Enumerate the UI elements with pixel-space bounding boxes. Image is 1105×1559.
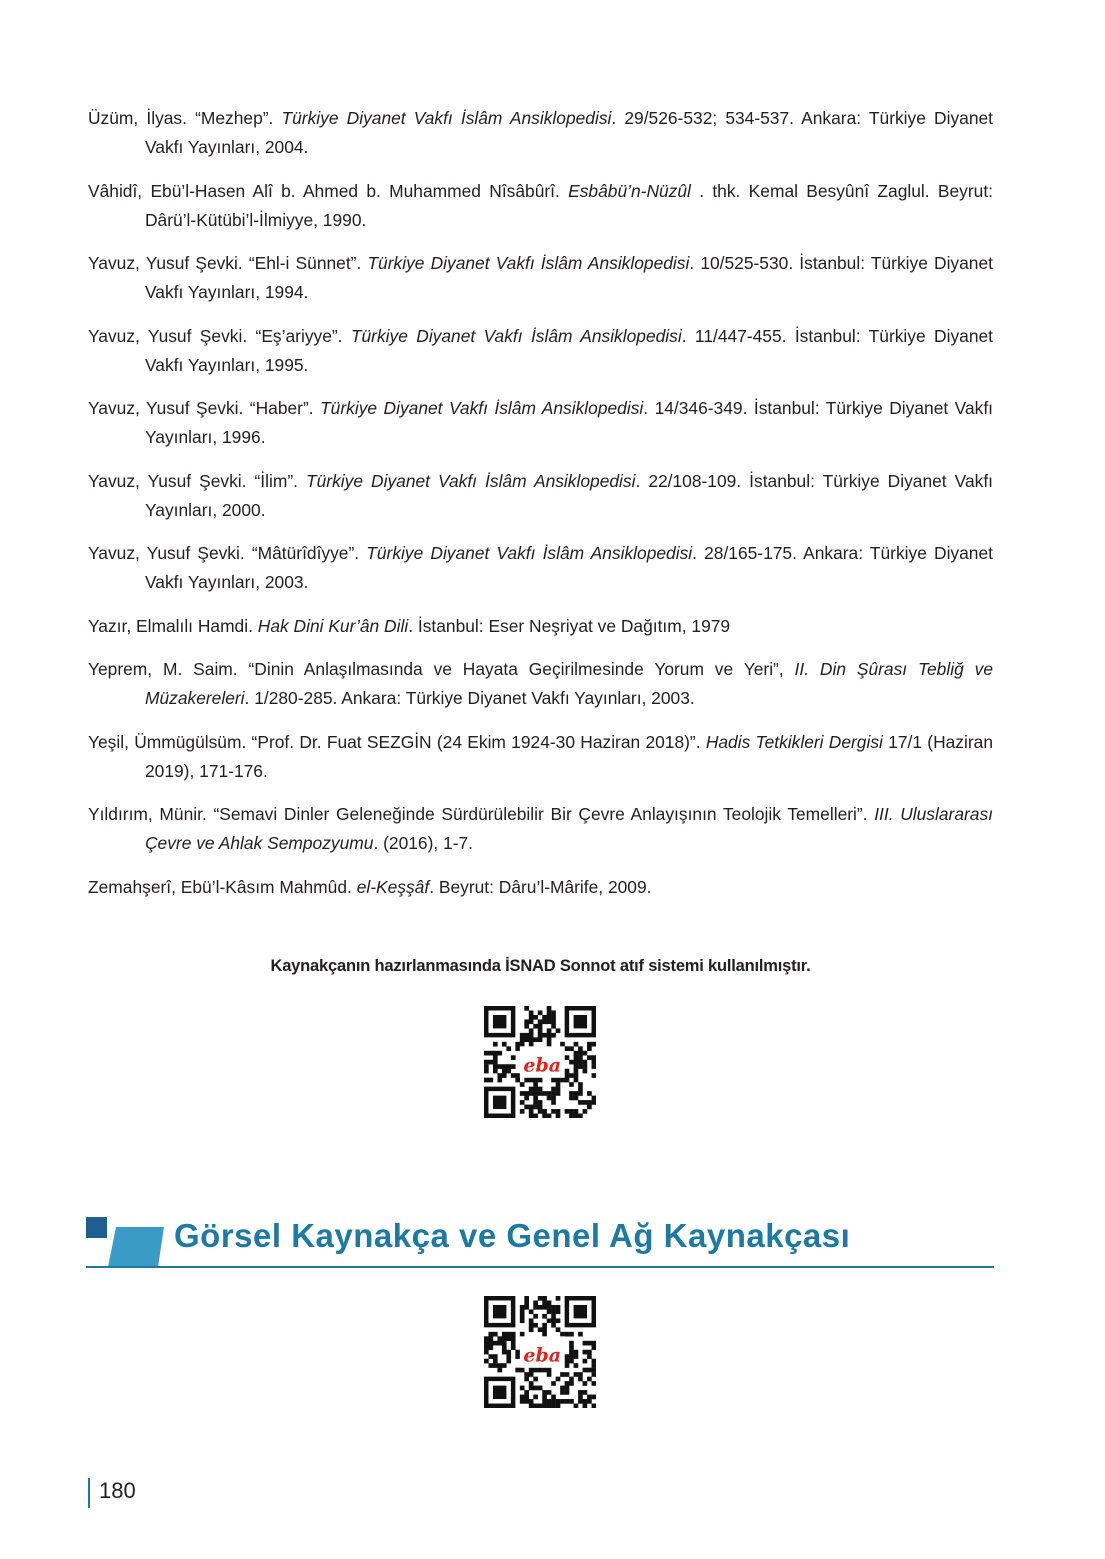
reference-text: Yavuz, Yusuf Şevki. “Mâtürîdîyye”.: [88, 543, 367, 563]
reference-text: Yıldırım, Münir. “Semavi Dinler Geleneğinde Sürdürülebilir Bir Çevre Anlayışının Teolojik Temelleri”.: [88, 804, 875, 824]
page-number: 180: [99, 1478, 136, 1503]
reference-publication: . 29/526-532; 534-537. Ankara: Türkiye Diyanet Vakfı Yayınları, 2004.: [145, 108, 993, 157]
reference-publication: . Beyrut: Dâru’l-Mârife, 2009.: [429, 876, 652, 897]
reference-entry: [88, 873, 993, 902]
reference-publication: . thk. Kemal Besyûnî Zaglul. Beyrut: Dârü’l-Kütübi’l-İlmiyye, 1990.: [145, 180, 994, 230]
reference-source-title: II. Din Şûrası Tebliğ ve Müzakereleri: [145, 659, 993, 708]
reference-source-title: Türkiye Diyanet Vakfı İslâm Ansiklopedisi: [366, 543, 693, 563]
reference-source-title: Türkiye Diyanet Vakfı İslâm Ansiklopedisi: [320, 398, 644, 418]
reference-text: Yavuz, Yusuf Şevki. “Ehl-i Sünnet”.: [88, 253, 368, 273]
reference-publication: . 14/346-349. İstanbul: Türkiye Diyanet Vakfı Yayınları, 1996.: [145, 398, 993, 447]
reference-publication: . (2016), 1-7.: [373, 833, 474, 853]
qr-finder-pattern: [486, 1379, 513, 1406]
reference-entry: [88, 104, 993, 162]
reference-entry: [88, 612, 993, 641]
qr-finder-pattern: [567, 1008, 594, 1035]
reference-text: Vâhidî, Ebü’l-Hasen Alî b. Ahmed b. Muhammed Nîsâbûrî.: [88, 180, 569, 201]
reference-entry: [88, 728, 993, 786]
qr-code-icon: [484, 1296, 596, 1408]
reference-publication: 17/1 (Haziran 2019), 171-176.: [145, 731, 993, 781]
reference-text: Üzüm, İlyas. “Mezhep”.: [88, 108, 282, 128]
reference-entry: [88, 394, 993, 452]
qr-finder-pattern: [567, 1298, 594, 1325]
eba-qr-code-2[interactable]: [484, 1296, 596, 1408]
heading-parallelogram-icon: [108, 1227, 164, 1267]
reference-text: Yeprem, M. Saim. “Dinin Anlaşılmasında ve Hayata Geçirilmesinde Yorum ve Yeri”,: [88, 659, 795, 679]
reference-entry: [88, 539, 993, 597]
reference-publication: . 22/108-109. İstanbul: Türkiye Diyanet Vakfı Yayınları, 2000.: [145, 470, 993, 520]
reference-text: Yazır, Elmalılı Hamdi.: [88, 615, 258, 636]
reference-entry: [88, 467, 993, 525]
reference-source-title: Hak Dini Kur’ân Dili: [257, 615, 409, 636]
reference-publication: . 11/447-455. İstanbul: Türkiye Diyanet Vakfı Yayınları, 1995.: [145, 325, 993, 375]
reference-text: Yeşil, Ümmügülsüm. “Prof. Dr. Fuat SEZGİN (24 Ekim 1924-30 Haziran 2018)”.: [88, 731, 706, 752]
reference-source-title: Esbâbü’n-Nüzûl: [568, 180, 691, 201]
section-title: Görsel Kaynakça ve Genel Ağ Kaynakçası: [174, 1217, 851, 1254]
reference-list: [88, 104, 993, 916]
reference-publication: . 1/280-285. Ankara: Türkiye Diyanet Vakfı Yayınları, 2003.: [244, 688, 695, 708]
reference-entry: [88, 800, 993, 858]
heading-square-icon: [86, 1217, 107, 1238]
reference-publication: . İstanbul: Eser Neşriyat ve Dağıtım, 1979: [408, 615, 731, 636]
section-heading: [86, 1213, 994, 1270]
reference-source-title: Türkiye Diyanet Vakfı İslâm Ansiklopedisi: [306, 470, 636, 491]
reference-entry: [88, 177, 993, 235]
reference-entry: [88, 249, 993, 307]
reference-source-title: Türkiye Diyanet Vakfı İslâm Ansiklopedisi: [281, 108, 612, 128]
reference-source-title: Türkiye Diyanet Vakfı İslâm Ansiklopedisi: [367, 253, 690, 273]
reference-text: Zemahşerî, Ebü’l-Kâsım Mahmûd.: [88, 876, 357, 897]
reference-publication: . 10/525-530. İstanbul: Türkiye Diyanet Vakfı Yayınları, 1994.: [145, 253, 993, 302]
reference-source-title: Hadis Tetkikleri Dergisi: [705, 731, 883, 752]
heading-divider: [86, 1266, 994, 1268]
citation-note: Kaynakçanın hazırlanmasında İSNAD Sonnot atıf sistemi kullanılmıştır.: [270, 957, 811, 975]
reference-entry: [88, 655, 993, 713]
reference-text: Yavuz, Yusuf Şevki. “Eş’ariyye”.: [88, 325, 351, 346]
page-number-bar: [88, 1478, 90, 1508]
reference-source-title: Türkiye Diyanet Vakfı İslâm Ansiklopedisi: [350, 325, 682, 346]
reference-entry: [88, 322, 993, 380]
eba-logo: eba: [523, 1054, 562, 1077]
reference-source-title: III. Uluslararası Çevre ve Ahlak Sempozyumu: [145, 804, 993, 853]
qr-finder-pattern: [486, 1008, 513, 1035]
reference-publication: . 28/165-175. Ankara: Türkiye Diyanet Vakfı Yayınları, 2003.: [145, 543, 993, 592]
eba-qr-code[interactable]: [484, 1006, 596, 1118]
reference-source-title: el-Keşşâf: [356, 876, 430, 897]
reference-text: Yavuz, Yusuf Şevki. “İlim”.: [88, 470, 306, 491]
qr-code-icon: [484, 1006, 596, 1118]
qr-finder-pattern: [486, 1298, 513, 1325]
qr-finder-pattern: [486, 1089, 513, 1116]
eba-logo: eba: [523, 1344, 562, 1367]
reference-text: Yavuz, Yusuf Şevki. “Haber”.: [88, 398, 321, 418]
